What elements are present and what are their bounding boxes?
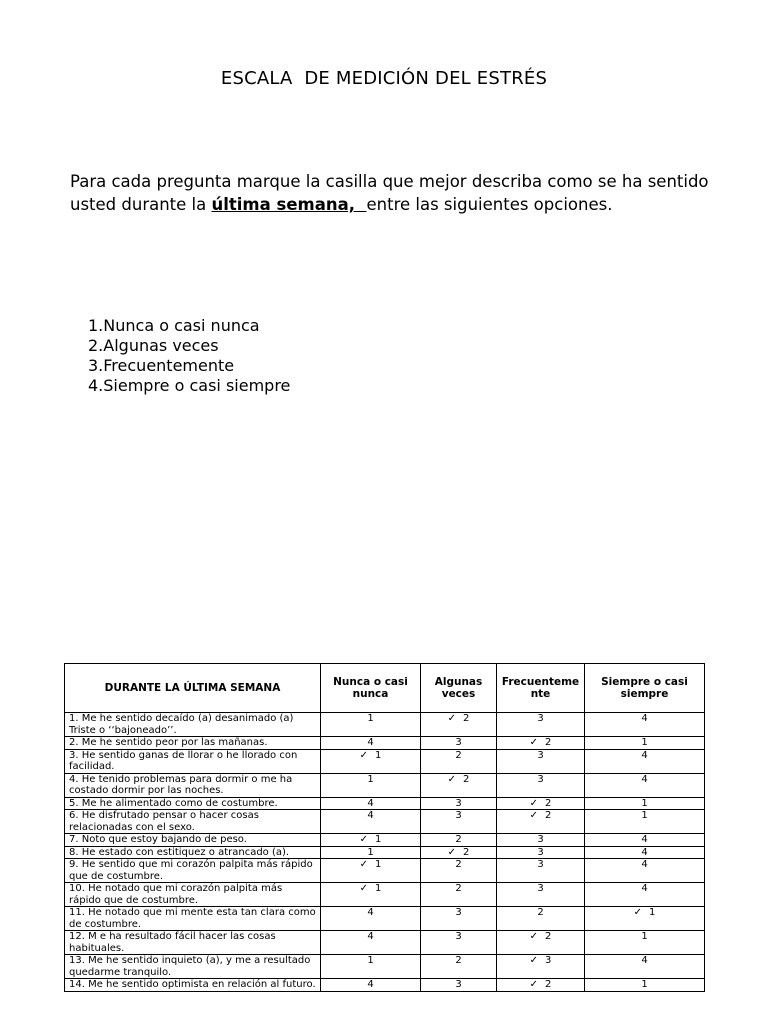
score-value: 2 xyxy=(455,834,462,845)
table-row xyxy=(65,797,705,810)
score-cell[interactable] xyxy=(585,907,705,931)
score-value: 1 xyxy=(641,737,648,748)
checkmark-icon: ✓ xyxy=(529,797,538,809)
header-sometimes: Algunas veces xyxy=(421,664,497,713)
score-value: 1 xyxy=(367,773,374,785)
option-item: 3.Frecuentemente xyxy=(88,356,235,375)
score-value: 4 xyxy=(367,931,374,942)
score-cell[interactable] xyxy=(321,979,421,992)
score-value: 3 xyxy=(455,931,462,942)
score-value: 3 xyxy=(537,883,544,894)
score-value: 3 xyxy=(537,773,544,785)
option-item: 1.Nunca o casi nunca xyxy=(88,316,260,335)
score-value: 4 xyxy=(367,907,374,918)
score-cell[interactable] xyxy=(497,931,585,955)
score-value: 3 xyxy=(537,859,544,870)
question-text: 6. He disfrutado pensar o hacer cosas relacionadas con el sexo. xyxy=(65,810,321,834)
score-cell[interactable] xyxy=(497,810,585,834)
score-cell[interactable] xyxy=(585,859,705,883)
checkmark-icon: ✓ xyxy=(359,883,368,894)
score-cell[interactable] xyxy=(497,979,585,992)
score-value: 2 xyxy=(545,979,552,990)
checkmark-icon: ✓ xyxy=(529,931,538,942)
score-value: 1 xyxy=(367,713,374,724)
score-value: 2 xyxy=(545,797,552,809)
score-cell[interactable] xyxy=(421,834,497,847)
checkmark-icon: ✓ xyxy=(447,713,456,724)
score-cell[interactable] xyxy=(585,955,705,979)
score-value: 4 xyxy=(641,713,648,724)
score-value: 1 xyxy=(375,834,382,845)
table-row xyxy=(65,931,705,955)
score-value: 3 xyxy=(455,797,462,809)
score-cell[interactable] xyxy=(321,810,421,834)
score-value: 1 xyxy=(641,797,648,809)
question-text: 7. Noto que estoy bajando de peso. xyxy=(65,834,321,847)
score-value: 3 xyxy=(455,810,462,821)
score-value: 2 xyxy=(455,859,462,870)
score-cell[interactable] xyxy=(421,955,497,979)
score-cell[interactable] xyxy=(321,749,421,773)
question-text: 11. He notado que mi mente esta tan clara como de costumbre. xyxy=(65,907,321,931)
checkmark-icon: ✓ xyxy=(359,859,368,870)
score-cell[interactable] xyxy=(497,749,585,773)
instructions-text: Para cada pregunta marque la casilla que mejor describa como se ha sentido usted durante la xyxy=(70,172,709,214)
score-value: 2 xyxy=(545,737,552,748)
score-cell[interactable] xyxy=(497,907,585,931)
score-value: 3 xyxy=(537,846,544,858)
score-value: 3 xyxy=(537,749,544,761)
checkmark-icon: ✓ xyxy=(447,773,456,785)
score-value: 4 xyxy=(367,737,374,748)
score-cell[interactable] xyxy=(585,797,705,810)
score-cell[interactable] xyxy=(421,737,497,750)
score-value: 2 xyxy=(455,749,462,761)
table-row xyxy=(65,907,705,931)
table-row xyxy=(65,713,705,737)
score-cell[interactable] xyxy=(321,931,421,955)
instructions-text-end: entre las siguientes opciones. xyxy=(366,195,613,214)
score-cell[interactable] xyxy=(497,737,585,750)
header-frequently: Frecuenteme nte xyxy=(497,664,585,713)
score-value: 4 xyxy=(641,955,648,966)
checkmark-icon: ✓ xyxy=(529,979,538,990)
instructions-emphasis: última semana, xyxy=(211,195,367,214)
table-row xyxy=(65,883,705,907)
score-cell[interactable] xyxy=(497,846,585,859)
score-cell[interactable] xyxy=(421,713,497,737)
question-text: 12. M e ha resultado fácil hacer las cosas habituales. xyxy=(65,931,321,955)
table-row xyxy=(65,859,705,883)
score-cell[interactable] xyxy=(585,834,705,847)
header-always: Siempre o casi siempre xyxy=(585,664,705,713)
stress-scale-table xyxy=(64,663,705,992)
score-cell[interactable] xyxy=(421,773,497,797)
score-value: 1 xyxy=(375,749,382,761)
score-value: 3 xyxy=(537,713,544,724)
score-cell[interactable] xyxy=(585,749,705,773)
score-cell[interactable] xyxy=(421,931,497,955)
score-cell[interactable] xyxy=(321,773,421,797)
score-cell[interactable] xyxy=(497,883,585,907)
options-list xyxy=(88,316,290,396)
question-text: 9. He sentido que mi corazón palpita más rápido que de costumbre. xyxy=(65,859,321,883)
score-cell[interactable] xyxy=(321,834,421,847)
score-cell[interactable] xyxy=(497,834,585,847)
checkmark-icon: ✓ xyxy=(529,955,538,966)
score-cell[interactable] xyxy=(421,749,497,773)
question-text: 10. He notado que mi corazón palpita más rápido que de costumbre. xyxy=(65,883,321,907)
score-cell[interactable] xyxy=(497,773,585,797)
question-text: 14. Me he sentido optimista en relación al futuro. xyxy=(65,979,321,992)
score-value: 3 xyxy=(455,979,462,990)
score-cell[interactable] xyxy=(321,883,421,907)
score-cell[interactable] xyxy=(321,907,421,931)
score-value: 3 xyxy=(455,737,462,748)
score-cell[interactable] xyxy=(321,797,421,810)
score-cell[interactable] xyxy=(585,846,705,859)
score-value: 4 xyxy=(641,834,648,845)
score-value: 2 xyxy=(455,955,462,966)
score-cell[interactable] xyxy=(321,713,421,737)
question-text: 8. He estado con estitiquez o atrancado (a). xyxy=(65,846,321,859)
score-cell[interactable] xyxy=(421,797,497,810)
score-value: 1 xyxy=(367,846,374,858)
question-text: 3. He sentido ganas de llorar o he llorado con facilidad. xyxy=(65,749,321,773)
score-value: 4 xyxy=(367,797,374,809)
header-never: Nunca o casi nunca xyxy=(321,664,421,713)
score-cell[interactable] xyxy=(421,907,497,931)
score-cell[interactable] xyxy=(585,810,705,834)
question-text: 13. Me he sentido inquieto (a), y me a resultado quedarme tranquilo. xyxy=(65,955,321,979)
score-value: 3 xyxy=(455,907,462,918)
score-cell[interactable] xyxy=(497,797,585,810)
score-value: 1 xyxy=(375,859,382,870)
score-cell[interactable] xyxy=(421,979,497,992)
option-item: 2.Algunas veces xyxy=(88,336,219,355)
score-value: 4 xyxy=(641,749,648,761)
score-value: 1 xyxy=(375,883,382,894)
score-cell[interactable] xyxy=(497,713,585,737)
checkmark-icon: ✓ xyxy=(447,846,456,858)
score-value: 4 xyxy=(641,773,648,785)
score-value: 4 xyxy=(641,883,648,894)
checkmark-icon: ✓ xyxy=(359,749,368,761)
table-row xyxy=(65,834,705,847)
score-cell[interactable] xyxy=(585,737,705,750)
score-cell[interactable] xyxy=(421,883,497,907)
score-cell[interactable] xyxy=(585,713,705,737)
table-row xyxy=(65,773,705,797)
score-cell[interactable] xyxy=(585,773,705,797)
checkmark-icon: ✓ xyxy=(633,907,642,918)
score-cell[interactable] xyxy=(497,955,585,979)
score-value: 1 xyxy=(641,931,648,942)
score-cell[interactable] xyxy=(321,846,421,859)
question-text: 2. Me he sentido peor por las mañanas. xyxy=(65,737,321,750)
score-value: 2 xyxy=(463,846,470,858)
score-value: 1 xyxy=(367,955,374,966)
page-title: ESCALA DE MEDICIÓN DEL ESTRÉS xyxy=(220,68,548,89)
table-row xyxy=(65,737,705,750)
score-value: 4 xyxy=(367,979,374,990)
option-item: 4.Siempre o casi siempre xyxy=(88,376,291,395)
checkmark-icon: ✓ xyxy=(529,737,538,748)
score-cell[interactable] xyxy=(585,931,705,955)
score-value: 4 xyxy=(641,859,648,870)
score-value: 3 xyxy=(537,834,544,845)
checkmark-icon: ✓ xyxy=(529,810,538,821)
checkmark-icon: ✓ xyxy=(359,834,368,845)
score-value: 2 xyxy=(545,810,552,821)
score-value: 1 xyxy=(641,810,648,821)
score-cell[interactable] xyxy=(585,883,705,907)
score-value: 3 xyxy=(545,955,552,966)
score-value: 4 xyxy=(367,810,374,821)
instructions-paragraph xyxy=(70,170,710,216)
question-text: 4. He tenido problemas para dormir o me ha costado dormir por las noches. xyxy=(65,773,321,797)
score-value: 1 xyxy=(641,979,648,990)
header-question: DURANTE LA ÚLTIMA SEMANA xyxy=(65,664,321,713)
question-text: 1. Me he sentido decaído (a) desanimado (a) Triste o ‘‘bajoneado’’. xyxy=(65,713,321,737)
score-cell[interactable] xyxy=(497,859,585,883)
score-value: 2 xyxy=(463,773,470,785)
score-value: 1 xyxy=(649,907,656,918)
table-row xyxy=(65,846,705,859)
score-value: 2 xyxy=(545,931,552,942)
table-row xyxy=(65,955,705,979)
score-cell[interactable] xyxy=(421,846,497,859)
score-cell[interactable] xyxy=(421,859,497,883)
table-row xyxy=(65,749,705,773)
table-header-row xyxy=(65,664,705,713)
question-text: 5. Me he alimentado como de costumbre. xyxy=(65,797,321,810)
score-value: 2 xyxy=(455,883,462,894)
table-row xyxy=(65,979,705,992)
score-cell[interactable] xyxy=(585,979,705,992)
score-value: 2 xyxy=(463,713,470,724)
score-cell[interactable] xyxy=(321,737,421,750)
score-cell[interactable] xyxy=(321,955,421,979)
score-cell[interactable] xyxy=(421,810,497,834)
score-value: 2 xyxy=(537,907,544,918)
score-value: 4 xyxy=(641,846,648,858)
table-row xyxy=(65,810,705,834)
score-cell[interactable] xyxy=(321,859,421,883)
